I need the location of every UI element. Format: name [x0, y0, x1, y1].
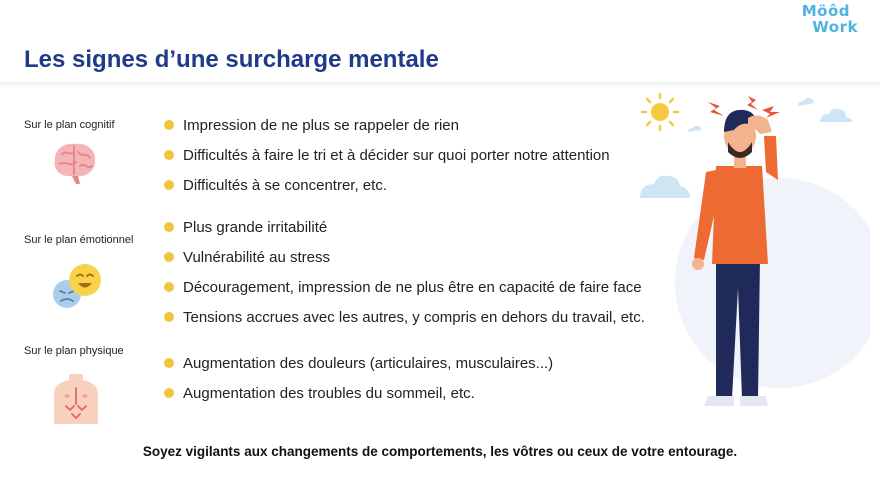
- list-item-text: Difficultés à faire le tri et à décider sur quoi porter notre attention: [183, 146, 610, 164]
- list-item-text: Difficultés à se concentrer, etc.: [183, 176, 387, 194]
- list-item: [164, 110, 610, 140]
- bullet-dot-icon: [164, 358, 174, 368]
- list-item: [164, 378, 553, 408]
- list-item-text: Augmentation des troubles du sommeil, etc.: [183, 384, 475, 402]
- shoe-left: [704, 396, 734, 406]
- bullet-dot-icon: [164, 282, 174, 292]
- cloud-icon: [798, 98, 814, 106]
- list-item: [164, 170, 610, 200]
- list-item: [164, 302, 645, 332]
- shirt: [712, 166, 768, 264]
- list-item-text: Plus grande irritabilité: [183, 218, 328, 236]
- stressed-man-illustration: [600, 88, 870, 418]
- list-item: [164, 212, 645, 242]
- logo-line-2: Work: [812, 18, 858, 36]
- list-item: [164, 272, 645, 302]
- bullet-dot-icon: [164, 252, 174, 262]
- list-item-text: Découragement, impression de ne plus être en capacité de faire face: [183, 278, 642, 296]
- shoe-right: [740, 396, 768, 406]
- emotion-faces-icon: [50, 262, 104, 312]
- list-item-text: Tensions accrues avec les autres, y compris en dehors du travail, etc.: [183, 308, 645, 326]
- hand-left: [692, 258, 704, 270]
- bullet-dot-icon: [164, 388, 174, 398]
- section-label-physical: Sur le plan physique: [24, 345, 124, 357]
- physical-signs-list: [164, 348, 553, 408]
- logo-line-1: Möôd: [801, 2, 850, 20]
- brain-icon: [50, 140, 100, 186]
- bullet-dot-icon: [164, 312, 174, 322]
- cloud-icon: [688, 126, 701, 132]
- bullet-dot-icon: [164, 180, 174, 190]
- list-item: [164, 140, 610, 170]
- cognitive-signs-list: [164, 110, 610, 200]
- moodwork-logo: [794, 2, 864, 40]
- emotional-signs-list: [164, 212, 645, 332]
- footer-message: Soyez vigilants aux changements de comportements, les vôtres ou ceux de votre entourage.: [142, 444, 738, 459]
- list-item-text: Impression de ne plus se rappeler de rien: [183, 116, 459, 134]
- bullet-dot-icon: [164, 150, 174, 160]
- cloud-icon: [640, 176, 690, 198]
- page-title: Les signes d’une surcharge mentale: [24, 46, 439, 73]
- sun-icon: [642, 94, 678, 130]
- bullet-dot-icon: [164, 120, 174, 130]
- cloud-icon: [820, 109, 852, 122]
- section-label-emotional: Sur le plan émotionnel: [24, 234, 134, 246]
- list-item-text: Augmentation des douleurs (articulaires, musculaires...): [183, 354, 554, 372]
- body-pain-icon: [52, 374, 100, 424]
- list-item: [164, 242, 645, 272]
- section-label-cognitive: Sur le plan cognitif: [24, 119, 115, 131]
- list-item: [164, 348, 553, 378]
- arm-right: [760, 136, 778, 180]
- bullet-dot-icon: [164, 222, 174, 232]
- list-item-text: Vulnérabilité au stress: [183, 248, 331, 266]
